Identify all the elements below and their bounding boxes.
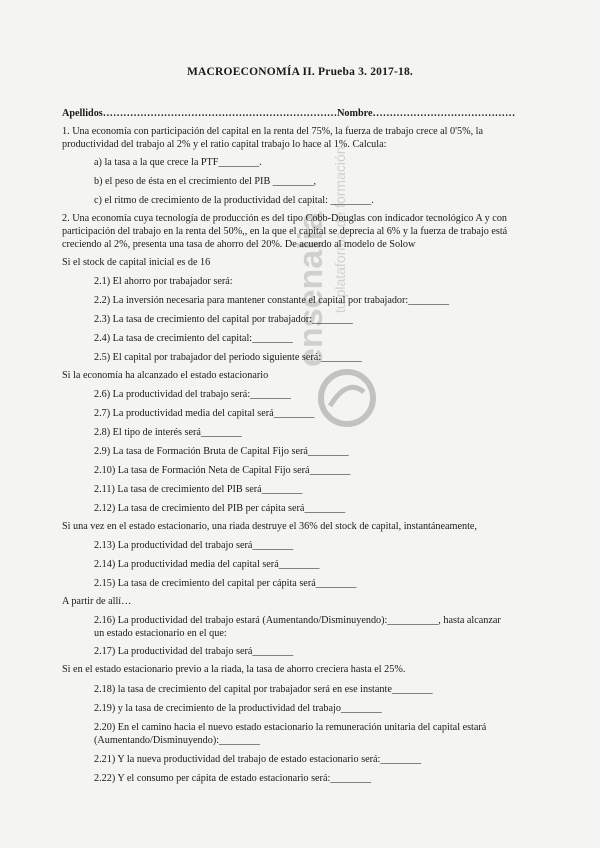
item-2-5: 2.5) El capital por trabajador del periodo siguiente será:________	[94, 352, 362, 363]
item-2-9: 2.9) La tasa de Formación Bruta de Capital Fijo será________	[94, 446, 349, 457]
item-2-22: 2.22) Y el consumo per cápita de estado estacionario será:________	[94, 773, 372, 784]
item-2-16: 2.16) La productividad del trabajo estará (Aumentando/Disminuyendo):__________, hasta alcanzar	[94, 615, 501, 626]
exam-title: MACROECONOMÍA II. Prueba 3. 2017-18.	[186, 66, 413, 78]
item-2-14: 2.14) La productividad media del capital será________	[94, 559, 320, 570]
q1-line2: productividad del trabajo al 2% y el ratio capital trabajo lo hace al 1%. Calcula:	[62, 139, 387, 150]
item-2-21: 2.21) Y la nueva productividad del trabajo de estado estacionario será:________	[94, 754, 422, 765]
q2-line2: participación del trabajo en la renta del 50%,, en la que el capital se deprecia al 6% y la fuerza de trabajo está	[62, 226, 508, 237]
watermark-tagline: tu plataforma de formación	[332, 146, 348, 314]
q2-line3: creciendo al 2%, presenta una tasa de ahorro del 20%. De acuerdo al modelo de Solow	[62, 239, 416, 250]
item-2-6: 2.6) La productividad del trabajo será:________	[94, 389, 291, 400]
item-2-11: 2.11) La tasa de crecimiento del PIB será________	[94, 484, 303, 495]
q1-line1: 1. Una economía con participación del capital en la renta del 75%, la fuerza de trabajo crece al 0'5%, la	[62, 126, 484, 137]
item-2-15: 2.15) La tasa de crecimiento del capital per cápita será________	[94, 578, 357, 589]
q1-b: b) el peso de ésta en el crecimiento del PIB ________,	[94, 176, 317, 187]
q1-c: c) el ritmo de crecimiento de la productividad del capital: ________.	[94, 195, 374, 206]
item-2-7: 2.7) La productividad media del capital será________	[94, 408, 315, 419]
item-2-4: 2.4) La tasa de crecimiento del capital:________	[94, 333, 293, 344]
item-2-2: 2.2) La inversión necesaria para mantener constante el capital por trabajador:________	[94, 295, 450, 306]
item-2-16-cont: un estado estacionario en el que:	[94, 628, 227, 639]
item-2-1: 2.1) El ahorro por trabajador será:	[94, 276, 233, 287]
item-2-17: 2.17) La productividad del trabajo será________	[94, 646, 294, 657]
item-2-13: 2.13) La productividad del trabajo será________	[94, 540, 294, 551]
item-2-20: 2.20) En el camino hacia el nuevo estado estacionario la remuneración unitaria del capital estará	[94, 722, 487, 733]
section1-intro: Si el stock de capital inicial es de 16	[62, 257, 211, 268]
watermark-brand: ensenalia	[292, 212, 330, 368]
item-2-20-cont: (Aumentando/Disminuyendo):________	[94, 735, 260, 746]
name-line: Apellidos……………………………………………………………Nombre……………………………………	[62, 108, 516, 119]
section2-intro: Si la economía ha alcanzado el estado estacionario	[62, 370, 269, 381]
section3-intro: Si una vez en el estado estacionario, una riada destruye el 36% del stock de capital, instantáneamente,	[62, 521, 477, 532]
section5-intro: Si en el estado estacionario previo a la riada, la tasa de ahorro creciera hasta el 25%.	[62, 664, 406, 675]
section4-intro: A partir de allí…	[62, 596, 132, 607]
item-2-18: 2.18) la tasa de crecimiento del capital por trabajador será en ese instante________	[94, 684, 433, 695]
item-2-19: 2.19) y la tasa de crecimiento de la productividad del trabajo________	[94, 703, 382, 714]
item-2-3: 2.3) La tasa de crecimiento del capital por trabajador:________	[94, 314, 353, 325]
item-2-12: 2.12) La tasa de crecimiento del PIB per cápita será________	[94, 503, 346, 514]
q2-line1: 2. Una economía cuya tecnología de producción es del tipo Cobb-Douglas con indicador tecnológico A y con	[62, 213, 508, 224]
watermark-logo-icon	[312, 368, 382, 428]
q1-a: a) la tasa a la que crece la PTF________.	[94, 157, 262, 168]
item-2-10: 2.10) La tasa de Formación Neta de Capital Fijo será________	[94, 465, 351, 476]
item-2-8: 2.8) El tipo de interés será________	[94, 427, 242, 438]
